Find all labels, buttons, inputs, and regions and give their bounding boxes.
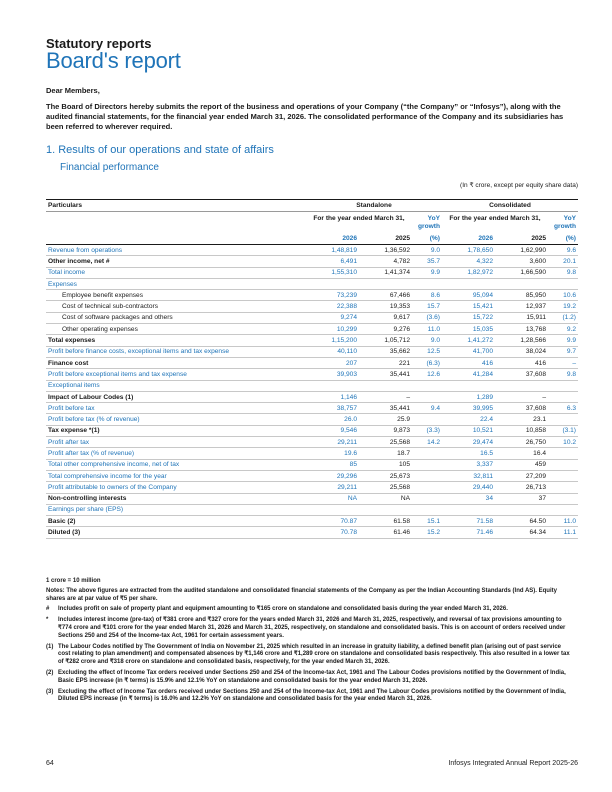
footnote-text: Excluding the effect of Income Tax orders received under Sections 250 and 254 of the Income-tax Act, 1961 and The Labour Codes provisions notified by the Government of India, Diluted EPS increase (in ₹ terms) is 16.0% and 12.2% YoY on standalone and consolidated basis for the year ended March 31, 2026. [58, 688, 566, 703]
footnote-text: Includes interest income (pre-tax) of ₹381 crore and ₹327 crore for the years ended March 31, 2026 and March 31, 2025, respectively, and reversal of tax provisions amounting to ₹774 crore and ₹101 crore for the year ended March 31, 2026 and March 31, 2025, respectively, on standalone and consolidated basis. This is on account of orders received under Sections 250 and 254 of the Income-tax Act, 1961 for certain assessment years. [58, 617, 566, 639]
footnotes [46, 578, 570, 704]
standalone-growth-value: 9.0 [412, 335, 442, 346]
standalone-2025-value: 35,662 [359, 346, 412, 357]
standalone-growth-value [412, 380, 442, 391]
table-row [46, 437, 578, 448]
crore-note: 1 crore = 10 million [46, 578, 101, 584]
standalone-2025-value: 1,41,374 [359, 267, 412, 278]
consolidated-2025-value: 10,858 [495, 425, 548, 436]
consolidated-2026-value: 10,521 [442, 425, 495, 436]
consolidated-2026-value: 1,289 [442, 391, 495, 402]
table-row [46, 448, 578, 459]
consolidated-growth-value [548, 493, 578, 504]
consolidated-growth-value: 9.9 [548, 335, 578, 346]
footnote-item [46, 689, 570, 705]
standalone-2025-value: – [359, 391, 412, 402]
consolidated-2025-value: 416 [495, 357, 548, 368]
standalone-2025-value: 1,05,712 [359, 335, 412, 346]
standalone-growth-value: (3.3) [412, 425, 442, 436]
consolidated-growth-value [548, 482, 578, 493]
standalone-2025-value: 9,276 [359, 324, 412, 335]
consolidated-growth-value [548, 391, 578, 402]
page-number: 64 [46, 760, 54, 767]
consolidated-2026-value: 1,78,650 [442, 245, 495, 256]
footnote-mark: (1) [46, 643, 54, 650]
consolidated-2025-value [495, 504, 548, 515]
table-row [46, 290, 578, 301]
consolidated-2026-value: 416 [442, 357, 495, 368]
row-label: Profit before tax [46, 403, 306, 414]
table-row [46, 391, 578, 402]
row-label: Total other comprehensive income, net of tax [46, 459, 306, 470]
consolidated-header: Consolidated [442, 200, 578, 212]
row-label: Expenses [46, 278, 306, 289]
consolidated-2026-value: 71.58 [442, 516, 495, 527]
standalone-2026-value: 38,757 [306, 403, 359, 414]
consolidated-2025-value: 85,950 [495, 290, 548, 301]
consolidated-growth-value [548, 380, 578, 391]
consolidated-2026-value: 34 [442, 493, 495, 504]
consolidated-2026-value: 16.5 [442, 448, 495, 459]
particulars-header: Particulars [46, 200, 306, 212]
table-row [46, 301, 578, 312]
consolidated-growth-value: (1.2) [548, 312, 578, 323]
standalone-2026-value: 70.78 [306, 527, 359, 538]
consolidated-2025: 2025 [495, 234, 548, 245]
standalone-growth-value: 9.9 [412, 267, 442, 278]
row-label: Earnings per share (EPS) [46, 504, 306, 515]
standalone-2026-value: 39,903 [306, 369, 359, 380]
consolidated-2025-value: 12,937 [495, 301, 548, 312]
row-label: Profit after tax [46, 437, 306, 448]
standalone-2026-value: 10,299 [306, 324, 359, 335]
row-label: Cost of software packages and others [46, 312, 306, 323]
consolidated-growth-value [548, 414, 578, 425]
table-subheader-row [46, 212, 578, 234]
consolidated-2026-value: 29,440 [442, 482, 495, 493]
standalone-2026-value: 70.87 [306, 516, 359, 527]
consolidated-2025-value: 23.1 [495, 414, 548, 425]
footnote-mark: * [46, 617, 49, 624]
standalone-growth-value: 12.5 [412, 346, 442, 357]
consolidated-2026-value: 1,82,972 [442, 267, 495, 278]
row-label: Other income, net # [46, 256, 306, 267]
standalone-2026-value: 26.0 [306, 414, 359, 425]
standalone-yoy-header: YoY growth [418, 215, 440, 230]
standalone-2025-value: 25,673 [359, 470, 412, 481]
table-row [46, 267, 578, 278]
table-row [46, 369, 578, 380]
row-label: Profit before tax (% of revenue) [46, 414, 306, 425]
table-row [46, 493, 578, 504]
consolidated-2026-value: 29,474 [442, 437, 495, 448]
page-title: Board's report [46, 48, 181, 73]
row-label: Profit attributable to owners of the Company [46, 482, 306, 493]
footnote-text: Includes profit on sale of property plant and equipment amounting to ₹165 crore on standalone and consolidated basis during the year ended March 31, 2026. [58, 606, 508, 613]
standalone-2026-value: 207 [306, 357, 359, 368]
table-row [46, 256, 578, 267]
standalone-2026-value: 40,110 [306, 346, 359, 357]
salutation: Dear Members, [46, 86, 100, 95]
consolidated-growth-value: 9.6 [548, 245, 578, 256]
table-row [46, 245, 578, 256]
table-row [46, 527, 578, 538]
consolidated-2025-value: 64.50 [495, 516, 548, 527]
standalone-growth-value: 15.2 [412, 527, 442, 538]
consolidated-2026-value: 41,700 [442, 346, 495, 357]
consolidated-growth-value: – [548, 357, 578, 368]
consolidated-growth-value: 19.2 [548, 301, 578, 312]
row-label: Other operating expenses [46, 324, 306, 335]
standalone-2026-value: 9,546 [306, 425, 359, 436]
consolidated-2026-value: 1,41,272 [442, 335, 495, 346]
section-label: Statutory reports [46, 36, 152, 51]
standalone-growth-value [412, 482, 442, 493]
consolidated-2026-value: 15,035 [442, 324, 495, 335]
consolidated-2026-value: 39,995 [442, 403, 495, 414]
standalone-growth-value [412, 459, 442, 470]
footnote-text: Excluding the effect of Income Tax orders received under Sections 250 and 254 of the Income-tax Act, 1961 and The Labour Codes provisions notified by the Government of India, Basic EPS increase (in ₹ terms) is 15.9% and 12.1% YoY on standalone and consolidated basis for the year ended March 31, 2026. [58, 669, 566, 684]
standalone-growth-value: 9.4 [412, 403, 442, 414]
section-heading: 1. Results of our operations and state of affairs [46, 144, 274, 156]
standalone-growth-value [412, 448, 442, 459]
consolidated-growth-value: 10.6 [548, 290, 578, 301]
consolidated-2025-value: 1,62,990 [495, 245, 548, 256]
footnote-item [46, 606, 570, 614]
consolidated-growth-value [548, 448, 578, 459]
standalone-growth-value: 8.6 [412, 290, 442, 301]
standalone-2026-value: 1,55,310 [306, 267, 359, 278]
standalone-header: Standalone [306, 200, 442, 212]
consolidated-growth-value: (3.1) [548, 425, 578, 436]
table-row [46, 459, 578, 470]
standalone-2026-value: 22,388 [306, 301, 359, 312]
row-label: Diluted (3) [46, 527, 306, 538]
standalone-2026-value: 19.6 [306, 448, 359, 459]
standalone-year-ended: For the year ended March 31, [313, 215, 405, 222]
standalone-2025-value: 221 [359, 357, 412, 368]
row-label: Total comprehensive income for the year [46, 470, 306, 481]
footnote-text: The Labour Codes notified by The Government of India on November 21, 2025 which resulted in an increase in gratuity liability, a defined benefit plan (arising out of past service cost relating to plan amendment) and compensated absences by ₹1,146 crore and ₹1,289 crore on standalone and consolidated basis respectively. This also resulted in a lower tax of ₹282 crore and ₹318 crore on standalone and consolidated basis, respectively, for the year ended March 31, 2026. [58, 643, 570, 666]
consolidated-growth-value: 9.8 [548, 267, 578, 278]
standalone-2026-value: NA [306, 493, 359, 504]
table-row [46, 335, 578, 346]
table-row [46, 312, 578, 323]
standalone-2026-value: 73,239 [306, 290, 359, 301]
standalone-2025-value: 67,466 [359, 290, 412, 301]
standalone-growth-value: 15.1 [412, 516, 442, 527]
consolidated-2025-value: 26,750 [495, 437, 548, 448]
standalone-growth-value [412, 493, 442, 504]
row-label: Revenue from operations [46, 245, 306, 256]
consolidated-growth-value: 20.1 [548, 256, 578, 267]
standalone-2025-value: 1,36,592 [359, 245, 412, 256]
row-label: Profit after tax (% of revenue) [46, 448, 306, 459]
units-note: (In ₹ crore, except per equity share data) [460, 182, 578, 189]
standalone-2026-value: 6,491 [306, 256, 359, 267]
consolidated-2025-value: 16.4 [495, 448, 548, 459]
standalone-2025-value: 25.9 [359, 414, 412, 425]
consolidated-2025-value: 64.34 [495, 527, 548, 538]
standalone-2025-value: 61.46 [359, 527, 412, 538]
consolidated-2025-value: 38,024 [495, 346, 548, 357]
consolidated-2025-value: 27,209 [495, 470, 548, 481]
footnote-list [46, 606, 570, 704]
standalone-2025-value: 105 [359, 459, 412, 470]
standalone-2025-value: NA [359, 493, 412, 504]
standalone-2025-value: 9,617 [359, 312, 412, 323]
row-label: Tax expense *(1) [46, 425, 306, 436]
standalone-2025-value: 35,441 [359, 403, 412, 414]
consolidated-growth-value: 6.3 [548, 403, 578, 414]
table-header-row [46, 200, 578, 212]
consolidated-2025-value: 13,768 [495, 324, 548, 335]
standalone-growth-value: 11.0 [412, 324, 442, 335]
consolidated-growth-value [548, 278, 578, 289]
standalone-2025: 2025 [359, 234, 412, 245]
row-label: Cost of technical sub-contractors [46, 301, 306, 312]
consolidated-2025-value: 26,713 [495, 482, 548, 493]
consolidated-2025-value: 459 [495, 459, 548, 470]
consolidated-2026-value: 71.46 [442, 527, 495, 538]
standalone-growth-value: 35.7 [412, 256, 442, 267]
consolidated-growth-value: 9.8 [548, 369, 578, 380]
consolidated-2026-value: 95,094 [442, 290, 495, 301]
row-label: Total expenses [46, 335, 306, 346]
consolidated-2026-value: 3,337 [442, 459, 495, 470]
standalone-growth-value: 15.7 [412, 301, 442, 312]
table-row [46, 504, 578, 515]
table-row [46, 425, 578, 436]
consolidated-growth-value: 9.7 [548, 346, 578, 357]
consolidated-2026: 2026 [442, 234, 495, 245]
consolidated-2026-value [442, 380, 495, 391]
row-label: Non-controlling interests [46, 493, 306, 504]
footnote-mark: # [46, 606, 50, 613]
consolidated-2026-value: 22.4 [442, 414, 495, 425]
consolidated-2026-value: 15,421 [442, 301, 495, 312]
standalone-2025-value: 18.7 [359, 448, 412, 459]
consolidated-2025-value [495, 380, 548, 391]
standalone-2026-value [306, 504, 359, 515]
standalone-growth-value: (6.3) [412, 357, 442, 368]
standalone-2025-value [359, 380, 412, 391]
table-row [46, 414, 578, 425]
table-row [46, 516, 578, 527]
consolidated-2025-value [495, 278, 548, 289]
consolidated-growth-value [548, 459, 578, 470]
table-row [46, 324, 578, 335]
table-row [46, 403, 578, 414]
table-row [46, 346, 578, 357]
consolidated-growth-value: 9.2 [548, 324, 578, 335]
consolidated-2026-value: 32,811 [442, 470, 495, 481]
consolidated-2025-value: 1,66,590 [495, 267, 548, 278]
intro-paragraph: The Board of Directors hereby submits the report of the business and operations of your Company (“the Company” or “Infosys”), along with the audited financial statements, for the financial year ended March 31, 2026. The consolidated performance of the Company and its subsidiaries has been referred to wherever required. [46, 102, 564, 132]
notes-paragraph: Notes: The above figures are extracted from the audited standalone and consolidated financial statements of the Company as per the Indian Accounting Standards (Ind AS). Equity shares are at par value of ₹5 per share. [46, 587, 557, 602]
standalone-2025-value [359, 278, 412, 289]
footnote-item [46, 670, 570, 686]
standalone-growth-value [412, 470, 442, 481]
financial-performance-table [46, 199, 578, 539]
row-label: Profit before finance costs, exceptional items and tax expense [46, 346, 306, 357]
table-row [46, 482, 578, 493]
standalone-2025-value: 35,441 [359, 369, 412, 380]
standalone-2026-value: 1,15,200 [306, 335, 359, 346]
consolidated-2025-value: 1,28,566 [495, 335, 548, 346]
table-row [46, 470, 578, 481]
standalone-2025-value: 4,782 [359, 256, 412, 267]
table-row [46, 357, 578, 368]
row-label: Finance cost [46, 357, 306, 368]
consolidated-2025-value: 37,608 [495, 403, 548, 414]
standalone-growth-value: 14.2 [412, 437, 442, 448]
consolidated-growth-value [548, 504, 578, 515]
consolidated-2025-value: 3,600 [495, 256, 548, 267]
footnote-mark: (3) [46, 688, 54, 695]
standalone-growth-value: (3.6) [412, 312, 442, 323]
consolidated-growth-value: 11.0 [548, 516, 578, 527]
standalone-2025-value: 19,353 [359, 301, 412, 312]
standalone-2026-value: 1,146 [306, 391, 359, 402]
standalone-2026-value [306, 278, 359, 289]
standalone-2025-value: 25,568 [359, 482, 412, 493]
standalone-2026-value: 29,296 [306, 470, 359, 481]
row-label: Basic (2) [46, 516, 306, 527]
standalone-growth-value [412, 504, 442, 515]
standalone-2026-value [306, 380, 359, 391]
standalone-growth-value [412, 278, 442, 289]
standalone-pct: (%) [412, 234, 442, 245]
standalone-growth-value: 9.0 [412, 245, 442, 256]
consolidated-2026-value: 4,322 [442, 256, 495, 267]
consolidated-growth-value: 11.1 [548, 527, 578, 538]
standalone-2026-value: 29,211 [306, 482, 359, 493]
standalone-growth-value [412, 414, 442, 425]
report-name: Infosys Integrated Annual Report 2025-26 [448, 760, 578, 767]
consolidated-2025-value: 15,911 [495, 312, 548, 323]
standalone-2025-value [359, 504, 412, 515]
row-label: Impact of Labour Codes (1) [46, 391, 306, 402]
row-label: Total income [46, 267, 306, 278]
row-label: Employee benefit expenses [46, 290, 306, 301]
standalone-growth-value: 12.6 [412, 369, 442, 380]
row-label: Profit before exceptional items and tax expense [46, 369, 306, 380]
consolidated-2025-value: – [495, 391, 548, 402]
consolidated-2026-value [442, 278, 495, 289]
table-row [46, 380, 578, 391]
consolidated-2026-value: 41,284 [442, 369, 495, 380]
row-label: Exceptional items [46, 380, 306, 391]
standalone-2026-value: 9,274 [306, 312, 359, 323]
footnote-item [46, 644, 570, 667]
standalone-2025-value: 25,568 [359, 437, 412, 448]
consolidated-pct: (%) [548, 234, 578, 245]
standalone-2025-value: 9,873 [359, 425, 412, 436]
standalone-2025-value: 61.58 [359, 516, 412, 527]
table-year-row [46, 234, 578, 245]
standalone-2026-value: 1,48,819 [306, 245, 359, 256]
consolidated-year-ended: For the year ended March 31, [449, 215, 541, 222]
consolidated-2026-value: 15,722 [442, 312, 495, 323]
standalone-growth-value [412, 391, 442, 402]
consolidated-2025-value: 37 [495, 493, 548, 504]
sub-heading: Financial performance [60, 162, 159, 173]
consolidated-2026-value [442, 504, 495, 515]
footnote-mark: (2) [46, 669, 54, 676]
consolidated-yoy-header: YoY growth [554, 215, 576, 230]
consolidated-growth-value [548, 470, 578, 481]
standalone-2026-value: 85 [306, 459, 359, 470]
footnote-item [46, 617, 570, 640]
table-row [46, 278, 578, 289]
standalone-2026: 2026 [306, 234, 359, 245]
standalone-2026-value: 29,211 [306, 437, 359, 448]
consolidated-growth-value: 10.2 [548, 437, 578, 448]
consolidated-2025-value: 37,608 [495, 369, 548, 380]
